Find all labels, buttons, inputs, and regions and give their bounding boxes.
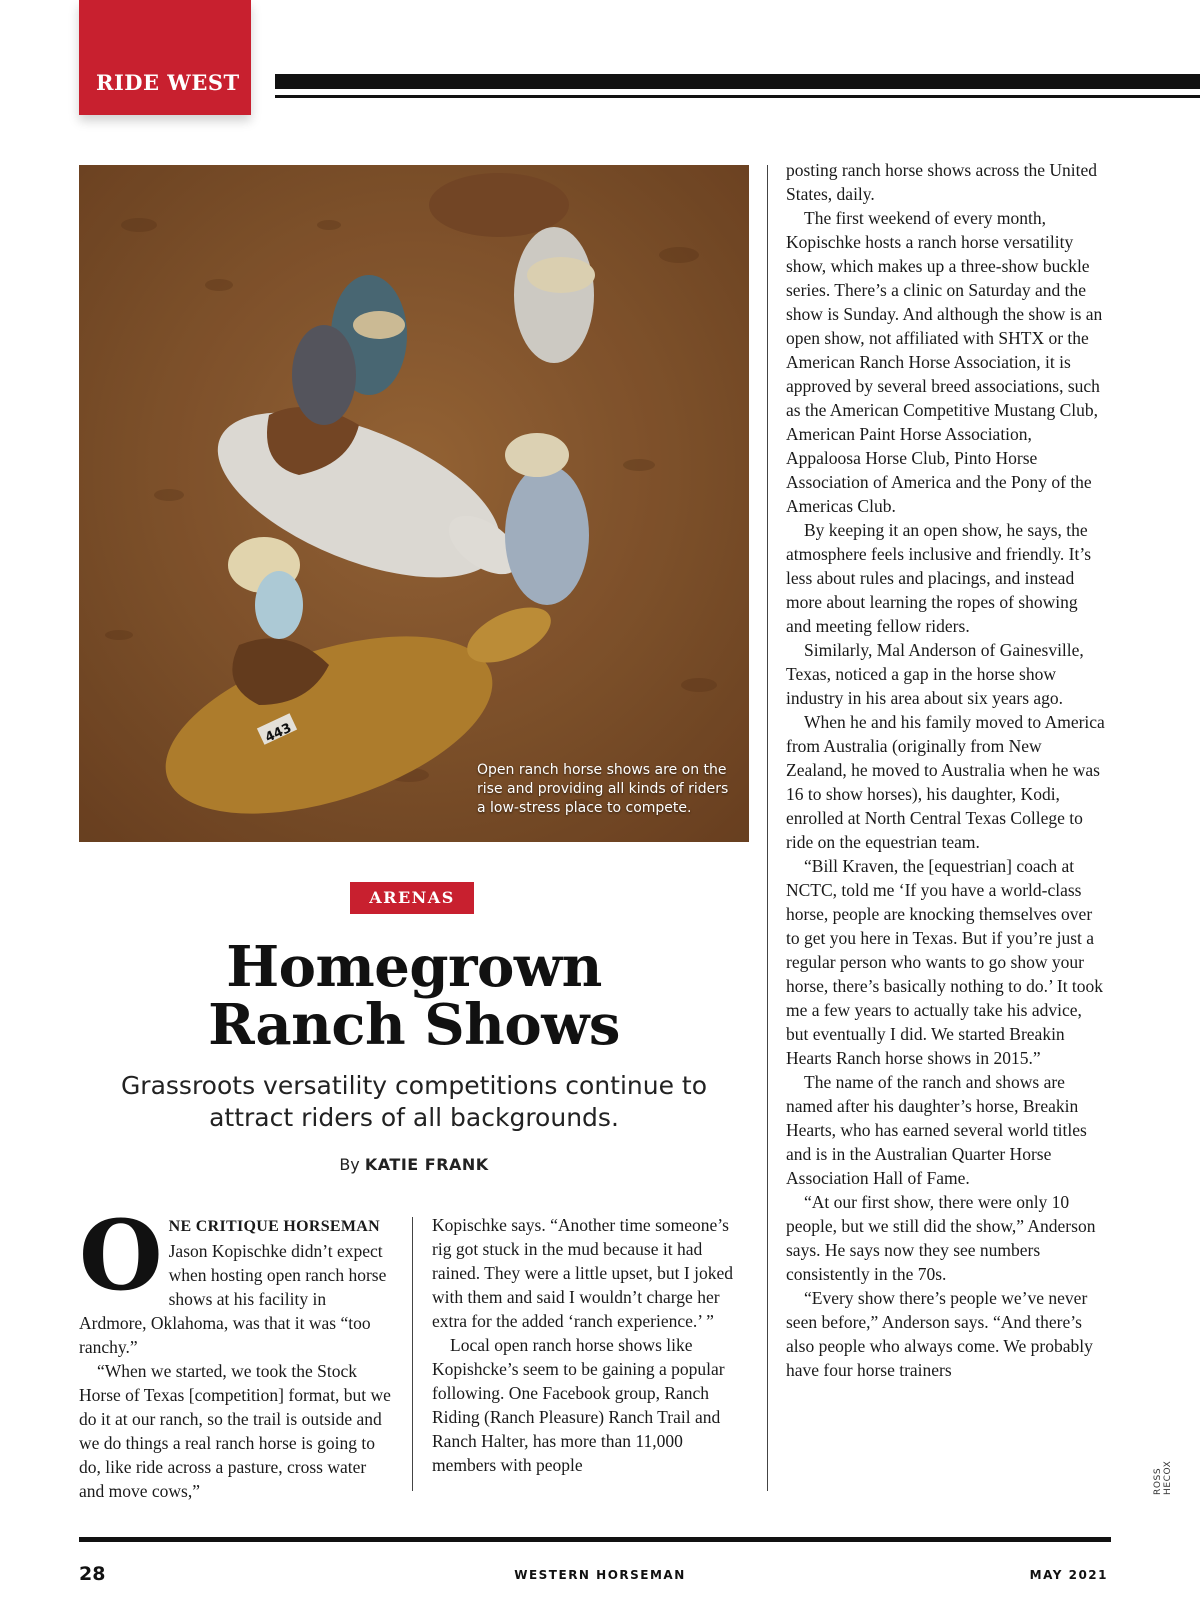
page-number: 28 (79, 1563, 106, 1585)
header-rule-thin (275, 95, 1200, 98)
body-column-3 (786, 158, 1106, 1382)
section-tab (79, 0, 251, 115)
body-paragraph: The name of the ranch and shows are named after his daughter’s horse, Breakin Hearts, who has earned several world titles and is in the Australian Quarter Horse Association Hall of Fame. (786, 1072, 1087, 1188)
footer-rule (79, 1537, 1111, 1542)
body-text: Jason Kopischke didn’t expect when hosting open ranch horse shows at his facility in Ardmore, Oklahoma, was that it was “too ranchy.” (79, 1241, 387, 1357)
number-tag: 443 (263, 720, 294, 746)
body-paragraph: Local open ranch horse shows like Kopishcke’s seem to be gaining a popular following. One Facebook group, Ranch Riding (Ranch Pleasure) Ranch Trail and Ranch Halter, has more than 11,000 members with people (432, 1335, 725, 1475)
byline (79, 1155, 749, 1174)
column-rule (412, 1217, 413, 1491)
body-paragraph: “Every show there’s people we’ve never seen before,” Anderson says. “And there’s also people who always come. We probably have four horse trainers (786, 1288, 1093, 1380)
department-label: ARENAS (350, 882, 474, 914)
body-paragraph (79, 1199, 391, 1359)
publication-name: WESTERN HORSEMAN (514, 1568, 686, 1582)
body-paragraph: When he and his family moved to America from Australia (originally from New Zealand, he moved to Australia when he was 16 to show horses), his daughter, Kodi, enrolled at North Central Texas College to ride on the equestrian team. (786, 712, 1105, 852)
byline-prefix: By (339, 1155, 360, 1174)
body-paragraph: By keeping it an open show, he says, the atmosphere feels inclusive and friendly. It’s less about rules and placings, and instead more about learning the ropes of showing and meeting fellow riders. (786, 520, 1092, 636)
byline-author: KATIE FRANK (364, 1155, 489, 1174)
drop-cap: O (79, 1199, 163, 1312)
body-paragraph: “Bill Kraven, the [equestrian] coach at NCTC, told me ‘If you have a world-class horse, people are knocking themselves over to get you here in Texas. But if you’re just a regular person who wants to go show your horse, there’s basically nothing to do.’ It took me a few years to actually take his advice, but eventually I did. We started Breakin Hearts Ranch horse shows in 2015.” (786, 856, 1104, 1068)
arena-scene-illustration (79, 165, 749, 842)
header-rule (275, 74, 1200, 89)
body-paragraph: “When we started, we took the Stock Horse of Texas [competition] format, but we do it at our ranch, so the trail is outside and we do things a real ranch horse is going to do, like ride across a pasture, cross water and move cows,” (79, 1361, 391, 1501)
photo-caption: Open ranch horse shows are on the rise and providing all kinds of riders a low-stress place to compete. (477, 762, 729, 816)
headline-line-2: Ranch Shows (208, 992, 620, 1058)
body-paragraph: posting ranch horse shows across the United States, daily. (786, 160, 1098, 204)
body-paragraph: Similarly, Mal Anderson of Gainesville, Texas, noticed a gap in the horse show industry in his area about six years ago. (786, 640, 1084, 708)
body-paragraph: “At our first show, there were only 10 people, but we still did the show,” Anderson says. He says now they see numbers consistently in the 70s. (786, 1192, 1096, 1284)
section-label: RIDE WEST (96, 70, 240, 95)
lead-in: NE CRITIQUE HORSEMAN (168, 1218, 380, 1235)
headline (79, 934, 749, 1058)
issue-date: MAY 2021 (1029, 1568, 1108, 1582)
body-paragraph: The first weekend of every month, Kopischke hosts a ranch horse versatility show, which makes up a three-show buckle series. There’s a clinic on Saturday and the show is Sunday. And although the show is an open show, not affiliated with SHTX or the American Ranch Horse Association, it is approved by several breed associations, such as the American Competitive Mustang Club, American Paint Horse Association, Appaloosa Horse Club, Pinto Horse Association of America and the Pony of the Americas Club. (786, 208, 1103, 516)
body-column-2 (432, 1213, 749, 1477)
body-paragraph: Kopischke says. “Another time someone’s rig got stuck in the mud because it had rained. They were a little upset, but I joked with them and said I wouldn’t charge her extra for the added ‘ranch experience.’ ” (432, 1215, 733, 1331)
headline-line-1: Homegrown (226, 934, 602, 1000)
lead-photo (79, 165, 749, 842)
body-column-1 (79, 1199, 391, 1503)
deck: Grassroots versatility competitions continue to attract riders of all backgrounds. (120, 1071, 708, 1132)
photo-credit: ROSS HECOX (1153, 1460, 1173, 1495)
column-rule (767, 165, 768, 1491)
